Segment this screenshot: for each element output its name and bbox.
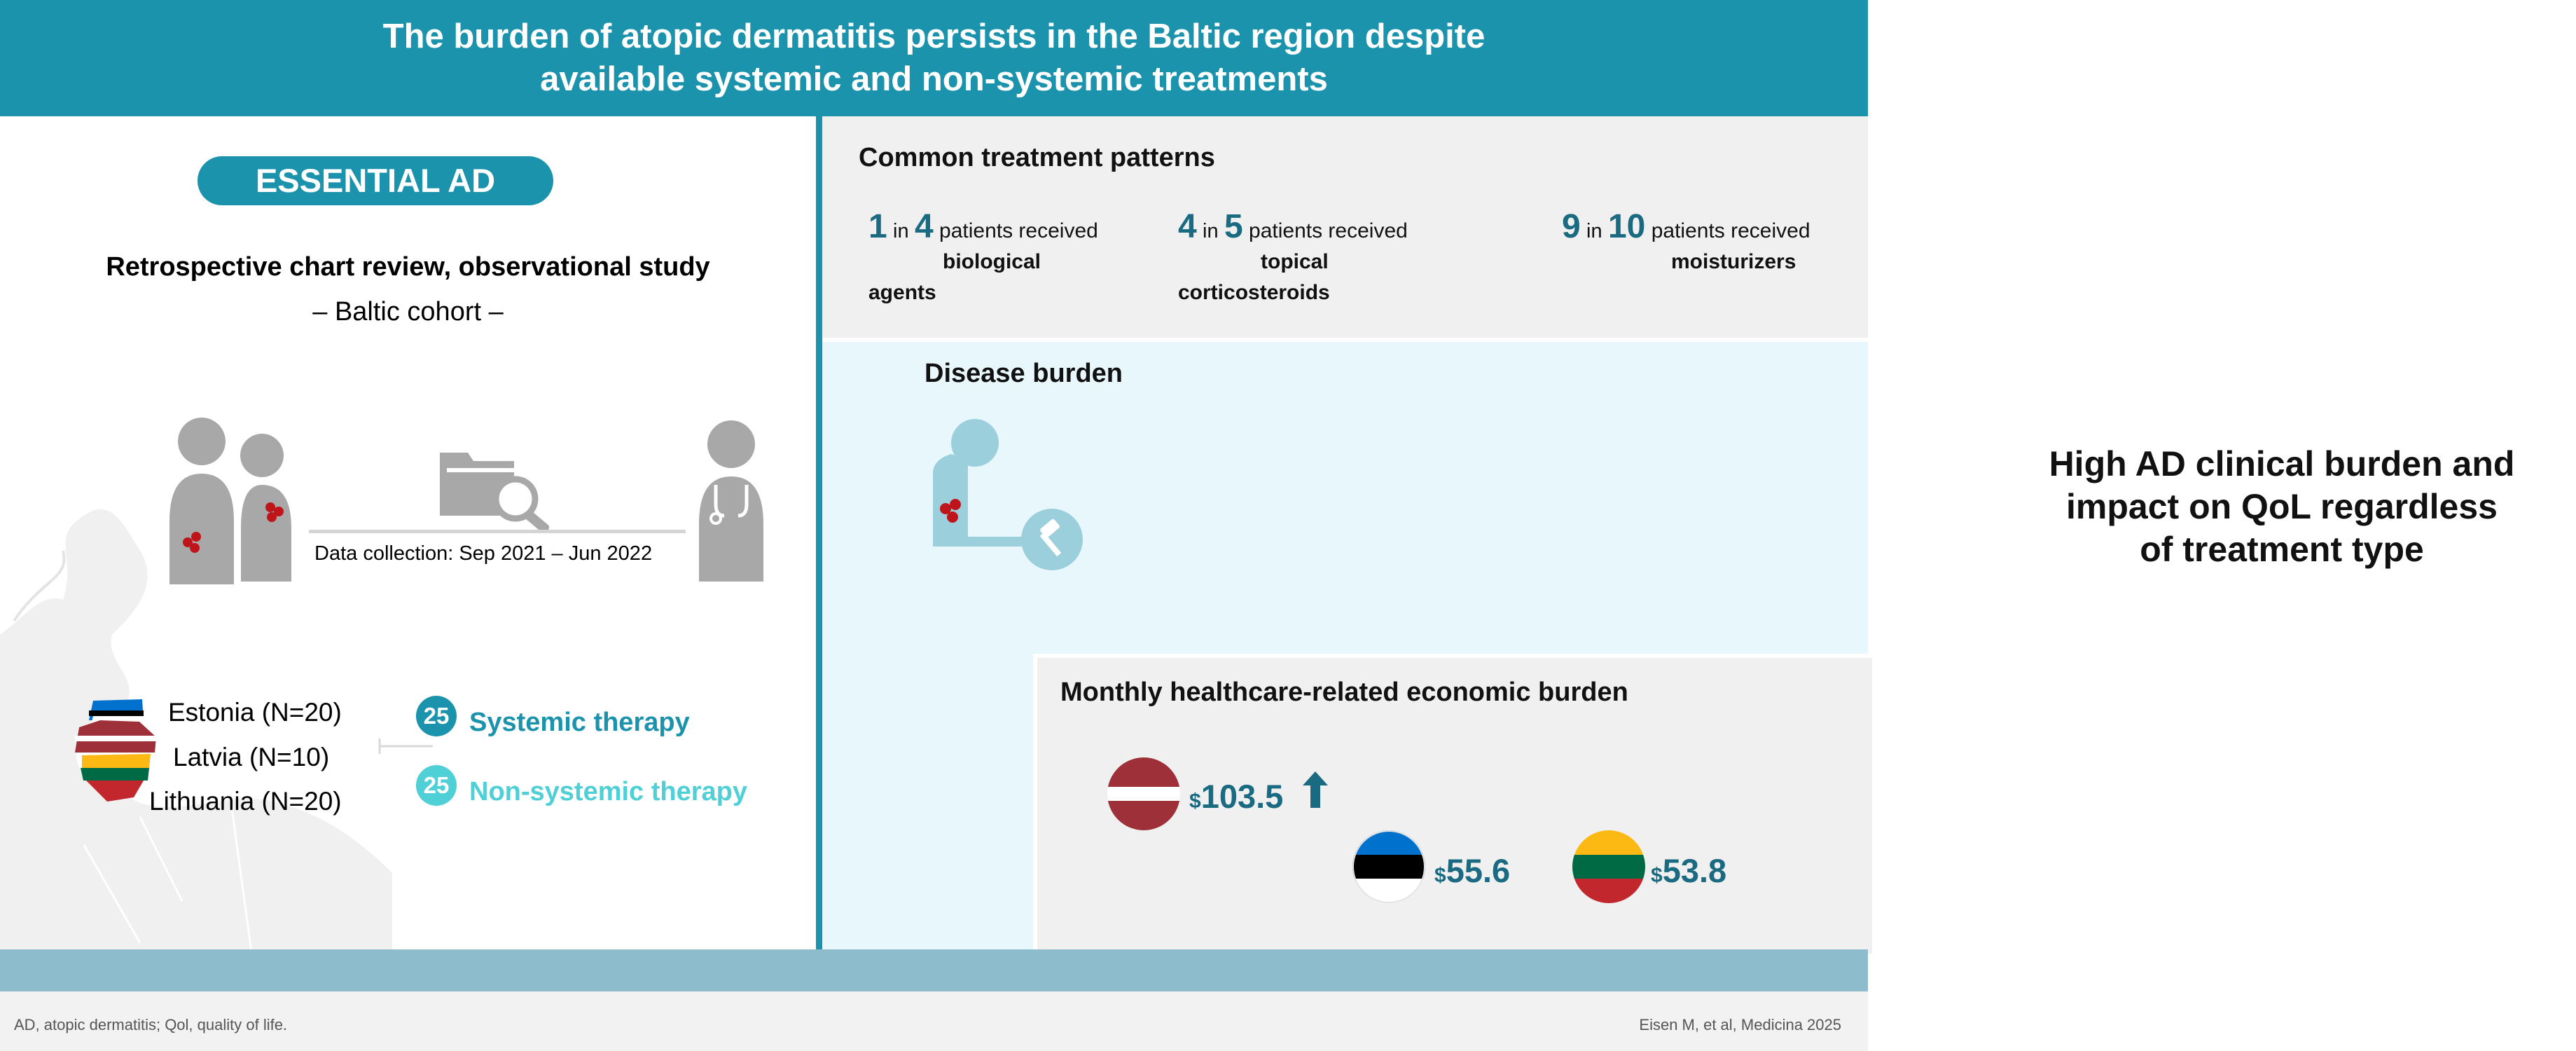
- footer-band: [0, 949, 1868, 991]
- ratio-denominator: 10: [1607, 208, 1646, 245]
- ratio-in: in: [893, 220, 909, 242]
- ratio-in: in: [1203, 220, 1219, 242]
- timeline-line: [309, 530, 686, 533]
- estonia-cost-value: 55.6: [1446, 852, 1511, 889]
- ratio-biological: [868, 208, 1100, 308]
- ratio-treatment: topical corticosteroids: [1178, 250, 1330, 304]
- doctor-icon: [696, 419, 766, 584]
- ratio-text: patients received: [1651, 219, 1810, 242]
- data-collection-period: Data collection: Sep 2021 – Jun 2022: [314, 542, 653, 565]
- ratio-text: patients received: [939, 219, 1098, 242]
- patients-icon: [167, 416, 300, 584]
- ratio-in: in: [1586, 220, 1602, 242]
- ratio-corticosteroids: [1178, 208, 1472, 308]
- panel-divider: [816, 116, 822, 949]
- arrow-up-icon: [1301, 770, 1329, 809]
- bracket-connector: [378, 733, 434, 761]
- study-type: Retrospective chart review, observational study: [106, 252, 710, 282]
- burden-line-1: High AD clinical burden and: [2049, 444, 2515, 483]
- country-lithuania: Lithuania (N=20): [149, 787, 342, 816]
- ratio-treatment: moisturizers: [1671, 250, 1796, 273]
- non-systemic-therapy-label: Non-systemic therapy: [469, 777, 748, 806]
- latvia-cost-value: 103.5: [1200, 778, 1284, 815]
- ratio-treatment: biological agents: [868, 250, 1041, 304]
- header-banner: [0, 0, 1868, 116]
- non-systemic-count-badge: 25: [416, 765, 457, 806]
- country-estonia: Estonia (N=20): [168, 698, 342, 727]
- citation: Eisen M, et al, Medicina 2025: [1639, 1016, 1841, 1033]
- burden-line-3: of treatment type: [2140, 530, 2424, 569]
- treatment-patterns-panel: [822, 116, 1868, 338]
- economic-heading: Monthly healthcare-related economic burden: [1060, 678, 1628, 707]
- page-title: [0, 15, 1868, 101]
- economic-burden-panel: [1033, 654, 1872, 954]
- country-latvia: Latvia (N=10): [173, 743, 330, 771]
- folder-search-icon: [437, 446, 556, 526]
- study-design-panel: [0, 116, 816, 949]
- treatment-heading: Common treatment patterns: [859, 143, 1215, 172]
- lithuania-cost-value: 53.8: [1662, 852, 1727, 889]
- ratio-text: patients received: [1249, 219, 1408, 242]
- title-line-2: available systemic and non-systemic treatments: [540, 60, 1328, 98]
- systemic-therapy-label: Systemic therapy: [469, 708, 690, 737]
- lithuania-flag-icon: [1572, 830, 1645, 903]
- abbreviations-note: AD, atopic dermatitis; Qol, quality of life.: [14, 1016, 288, 1033]
- systemic-count-badge: 25: [416, 696, 457, 736]
- estonia-cost: [1434, 851, 1510, 890]
- currency-symbol: $: [1189, 790, 1201, 813]
- latvia-flag-icon: [1107, 757, 1180, 830]
- ratio-denominator: 4: [914, 208, 934, 245]
- burden-line-2: impact on QoL regardless: [2066, 487, 2498, 526]
- latvia-cost: [1189, 777, 1283, 816]
- ratio-numerator: 4: [1178, 208, 1197, 245]
- disease-heading: Disease burden: [925, 359, 1123, 388]
- burden-statement: [1988, 443, 2576, 571]
- ratio-numerator: 9: [1562, 208, 1581, 245]
- ratio-denominator: 5: [1224, 208, 1243, 245]
- estonia-flag-icon: [1352, 830, 1425, 903]
- currency-symbol: $: [1434, 864, 1446, 887]
- cohort-label: – Baltic cohort –: [312, 297, 504, 327]
- ratio-numerator: 1: [868, 208, 887, 245]
- title-line-1: The burden of atopic dermatitis persists in the Baltic region despite: [382, 18, 1486, 55]
- lithuania-cost: [1651, 851, 1726, 890]
- essential-ad-badge: ESSENTIAL AD: [198, 156, 553, 205]
- currency-symbol: $: [1651, 864, 1663, 887]
- ratio-moisturizers: [1562, 208, 1863, 277]
- patient-burden-icon: [923, 418, 1091, 586]
